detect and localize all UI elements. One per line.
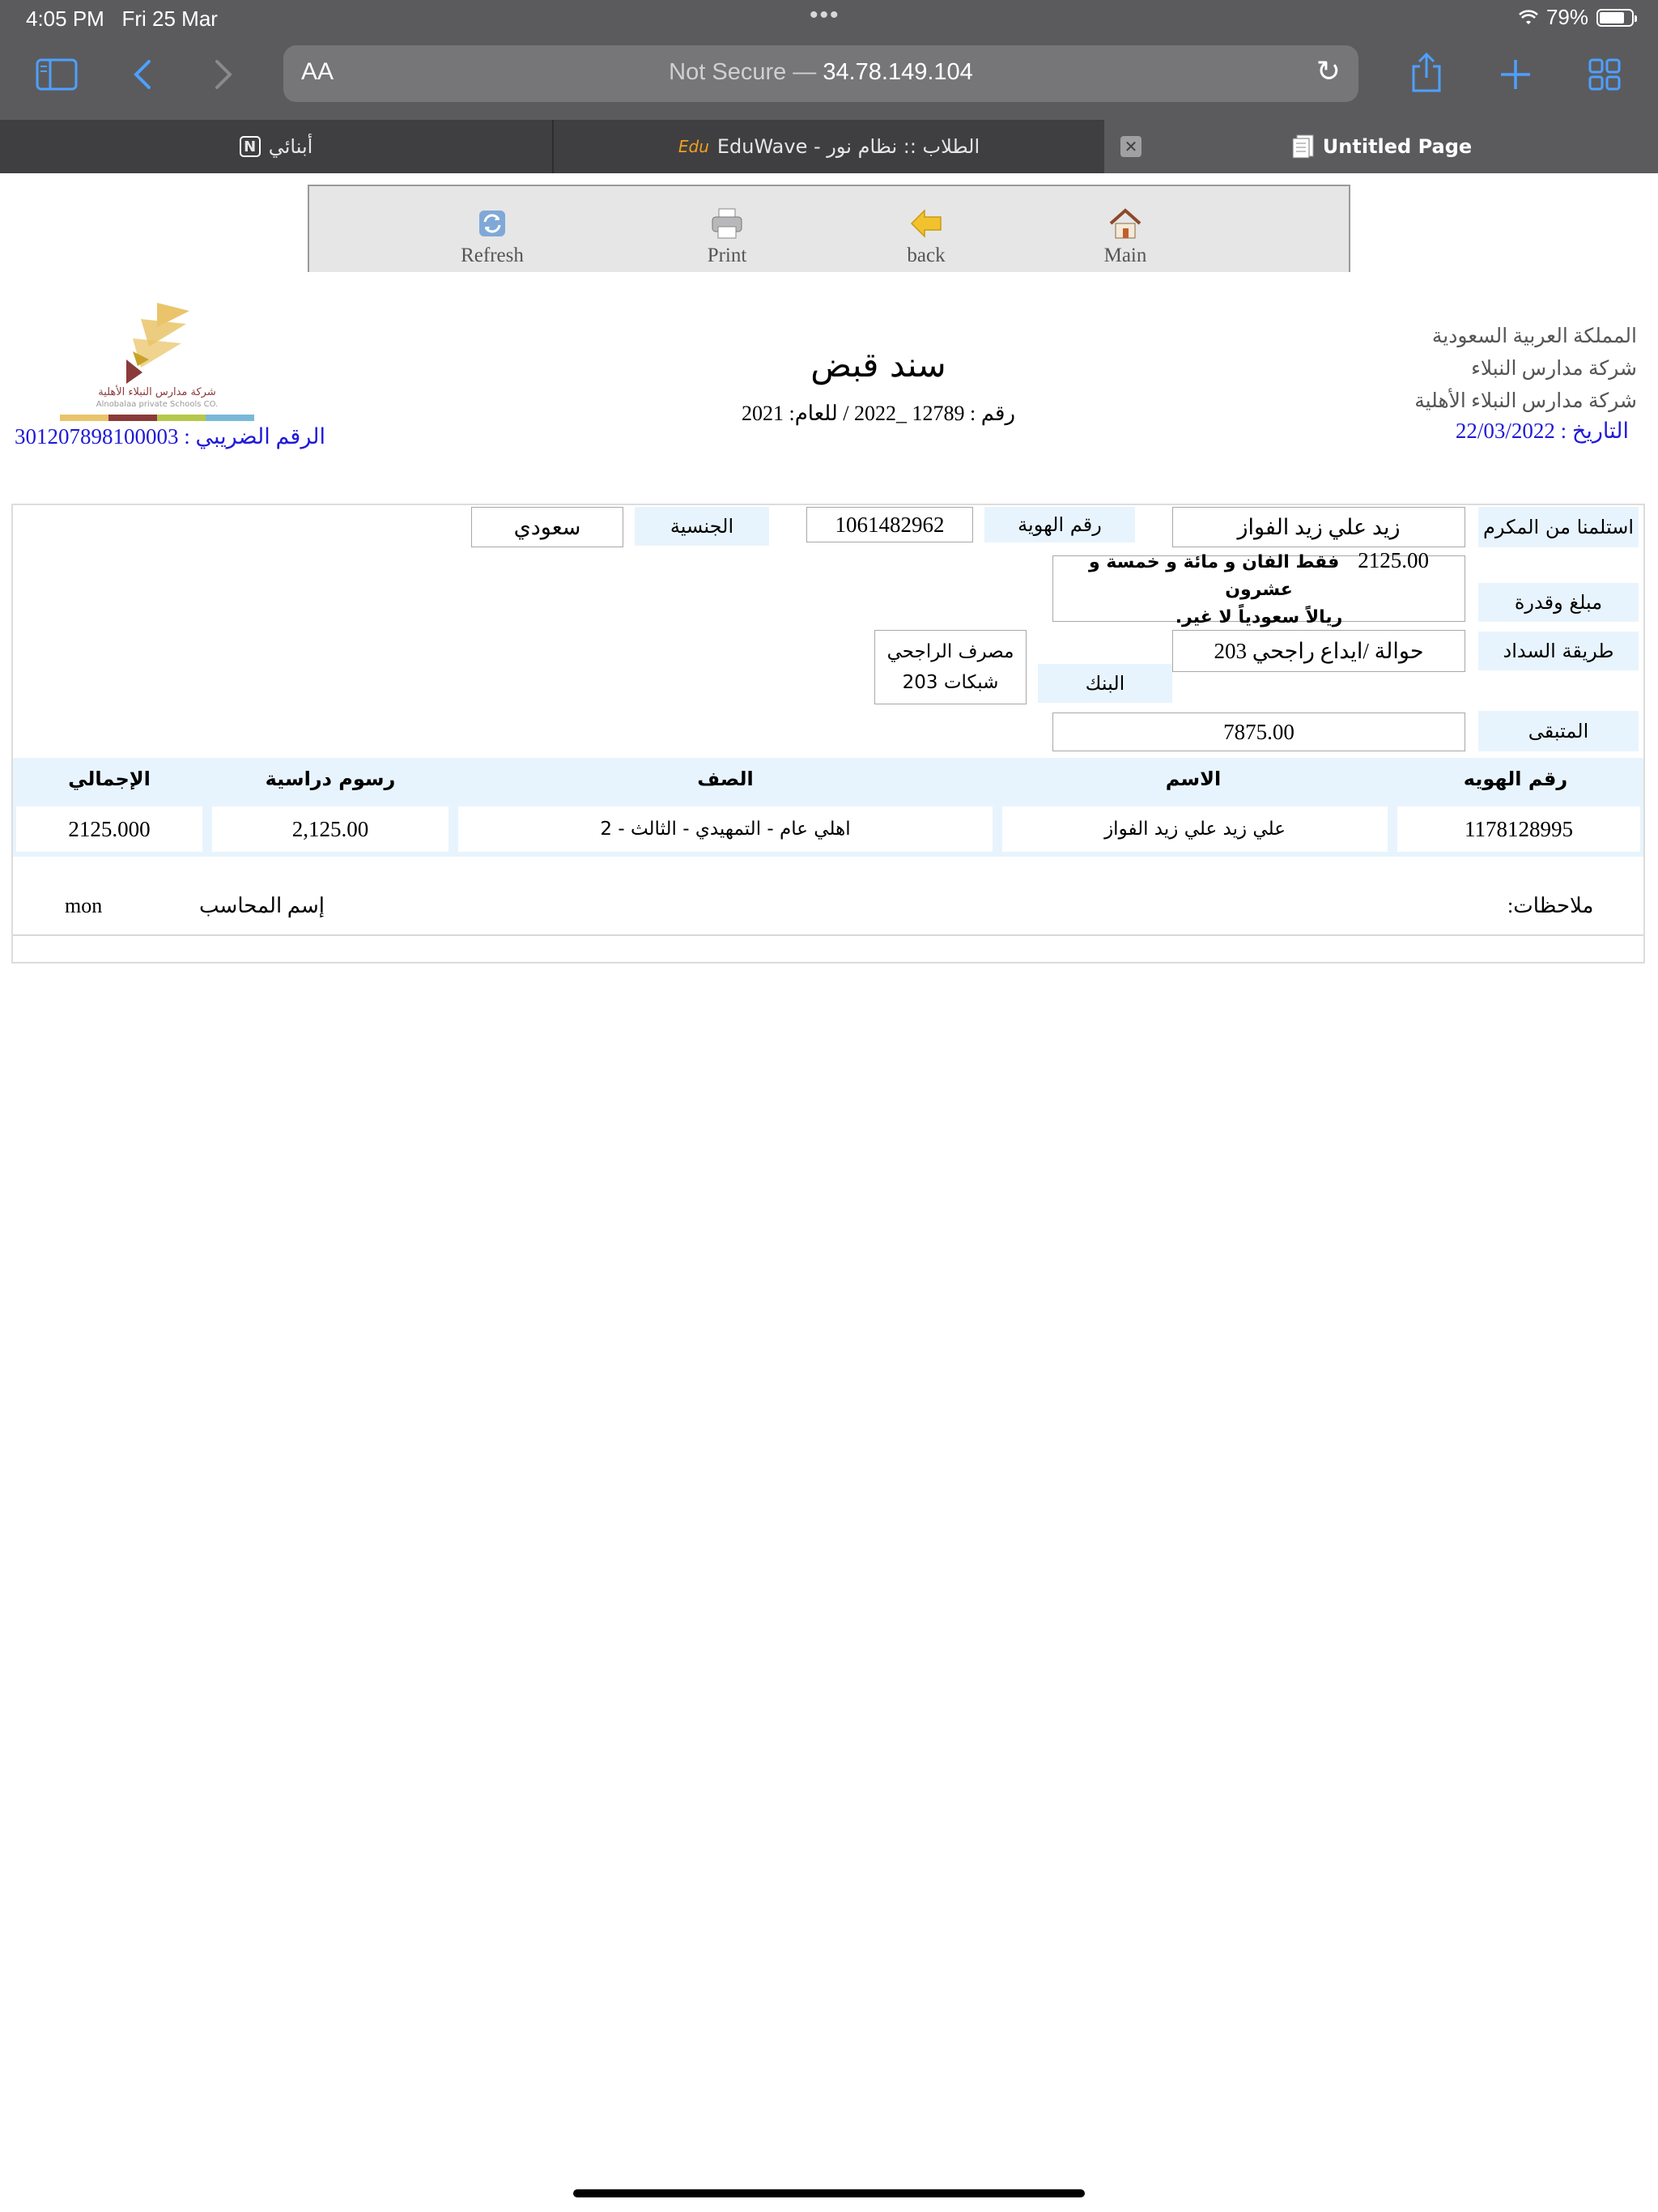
tab-abnaai[interactable] xyxy=(0,120,552,173)
amount-words-1: فقط الفان و مائة و خمسة و عشرون xyxy=(1088,551,1340,600)
cell-fees: 2,125.00 xyxy=(212,806,449,852)
bank-line-2: شبكات 203 xyxy=(902,672,999,693)
bank-label: البنك xyxy=(1038,664,1172,703)
amount-number: 2125.00 xyxy=(1358,547,1429,572)
printer-icon xyxy=(709,206,745,241)
bank-line-1: مصرف الراجحي xyxy=(886,641,1014,662)
forward-arrow-icon[interactable] xyxy=(212,58,235,91)
amount-label: مبلغ وقدرة xyxy=(1478,583,1639,622)
amount-words-2: ريالاً سعودياً لا غير. xyxy=(1175,606,1343,627)
logo-text-en: Alnobalaa private Schools CO. xyxy=(96,400,219,409)
col-total-header: الإجمالي xyxy=(68,768,151,790)
home-icon xyxy=(1107,206,1143,241)
page-icon xyxy=(1290,134,1315,160)
col-class-header: الصف xyxy=(697,768,754,790)
back-label: back xyxy=(907,245,946,266)
url-text[interactable] xyxy=(283,59,1358,86)
cell-total: 2125.000 xyxy=(16,806,202,852)
refresh-button[interactable] xyxy=(444,206,541,267)
cell-class: اهلي عام - التمهيدي - الثالث - 2 xyxy=(458,806,993,852)
eduwave-icon: Edu xyxy=(678,137,709,156)
org-line-2: شركة مدارس النبلاء xyxy=(1471,358,1637,380)
battery-percent: 79% xyxy=(1545,5,1588,29)
org-line-1: المملكة العربية السعودية xyxy=(1431,325,1637,347)
refresh-icon xyxy=(474,206,510,241)
share-icon[interactable] xyxy=(1410,52,1443,94)
sidebar-toggle-icon[interactable] xyxy=(36,58,78,91)
tab-label: أبنائي xyxy=(268,135,313,158)
browser-chrome xyxy=(0,0,1658,120)
page-toolbar xyxy=(308,185,1350,272)
status-right xyxy=(1519,5,1634,30)
back-arrow-icon[interactable] xyxy=(131,58,154,91)
org-line-3: شركة مدارس النبلاء الأهلية xyxy=(1414,390,1637,412)
bank-field xyxy=(874,630,1027,704)
payment-method-label: طريقة السداد xyxy=(1478,632,1639,670)
back-button[interactable] xyxy=(878,206,975,267)
tab-bar xyxy=(0,120,1658,173)
id-field: 1061482962 xyxy=(806,507,973,542)
tab-eduwave[interactable] xyxy=(554,120,1104,173)
remaining-label: المتبقى xyxy=(1478,711,1639,751)
notes-label: ملاحظات: xyxy=(1507,894,1594,917)
print-label: Print xyxy=(707,245,747,266)
nationality-field: سعودي xyxy=(471,507,623,547)
col-fees-header: رسوم دراسية xyxy=(265,768,396,790)
refresh-label: Refresh xyxy=(461,245,524,266)
back-arrow-icon xyxy=(908,206,944,241)
tab-overview-icon[interactable] xyxy=(1588,58,1621,91)
battery-icon xyxy=(1596,9,1634,27)
url-host: 34.78.149.104 xyxy=(823,59,973,85)
multitask-dots-icon[interactable]: ••• xyxy=(810,2,840,28)
main-button[interactable] xyxy=(1077,206,1174,267)
notion-icon: N xyxy=(240,136,261,157)
tax-number: الرقم الضريبي : 301207898100003 xyxy=(15,424,325,449)
accountant-name: mon xyxy=(65,894,103,917)
footer-divider xyxy=(13,934,1643,936)
url-prefix: Not Secure — xyxy=(669,59,823,85)
school-logo xyxy=(60,303,254,424)
tab-untitled-page[interactable] xyxy=(1104,120,1658,173)
time-text: 4:05 PM xyxy=(26,6,104,31)
received-from-label: استلمنا من المكرم xyxy=(1478,507,1639,547)
amount-line-1 xyxy=(1053,547,1465,604)
status-bar xyxy=(0,0,1658,39)
nationality-label: الجنسية xyxy=(635,507,769,546)
main-label: Main xyxy=(1103,245,1147,266)
new-tab-icon[interactable] xyxy=(1499,58,1532,91)
remaining-field: 7875.00 xyxy=(1052,713,1465,751)
col-name-header: الاسم xyxy=(1165,768,1222,790)
col-id-header: رقم الهويه xyxy=(1463,768,1568,790)
text-size-button[interactable]: AA xyxy=(301,58,334,85)
wifi-icon xyxy=(1519,10,1538,26)
reload-icon[interactable]: ↻ xyxy=(1316,55,1341,88)
cell-name: علي زيد علي زيد الفواز xyxy=(1002,806,1388,852)
close-tab-icon[interactable]: ✕ xyxy=(1120,136,1141,157)
id-label: رقم الهوية xyxy=(984,507,1135,542)
payment-method-field: حوالة /ايداع راجحي 203 xyxy=(1172,630,1465,672)
battery-fill xyxy=(1600,12,1624,23)
address-bar[interactable] xyxy=(283,45,1358,102)
tab-label: Untitled Page xyxy=(1322,135,1473,158)
logo-text-ar: شركة مدارس النبلاء الأهلية xyxy=(98,386,216,398)
home-indicator[interactable] xyxy=(573,2189,1085,2197)
receipt-number: رقم : 12789 _2022 / للعام: 2021 xyxy=(741,402,1016,425)
cell-id: 1178128995 xyxy=(1397,806,1640,852)
tab-label: EduWave - الطلاب :: نظام نور xyxy=(716,135,980,158)
received-from-field: زيد علي زيد الفواز xyxy=(1172,507,1465,547)
receipt-date: التاريخ : 22/03/2022 xyxy=(1455,419,1629,443)
print-button[interactable] xyxy=(678,206,776,267)
accountant-label: إسم المحاسب xyxy=(199,894,325,917)
page-title: سند قبض xyxy=(810,345,946,385)
amount-field xyxy=(1052,547,1465,627)
status-time xyxy=(26,6,218,32)
date-text: Fri 25 Mar xyxy=(121,6,218,31)
